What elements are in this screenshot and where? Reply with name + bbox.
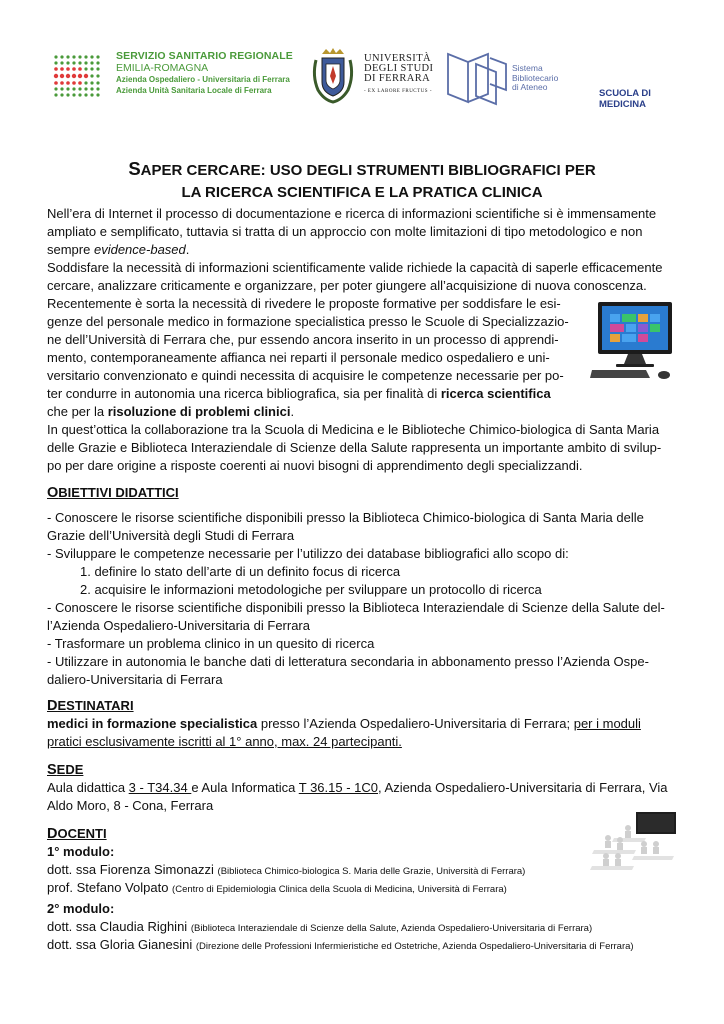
title-line1	[47, 160, 677, 180]
docenti-initial: D	[47, 826, 58, 842]
ssr-line1: SERVIZIO SANITARIO REGIONALE	[116, 50, 293, 62]
ssr-line2: EMILIA-ROMAGNA	[116, 62, 209, 74]
intro-line-13: In quest’ottica la collaborazione tra la Scuola di Medicina e le Biblioteche Chimico-biologica di Santa Maria	[47, 422, 660, 437]
sba-logo	[446, 50, 586, 106]
unife-line1: UNIVERSITÀ	[364, 53, 431, 64]
title-line2: LA RICERCA SCIENTIFICA E LA PRATICA CLINICA	[181, 184, 543, 201]
intro-line-3	[47, 241, 189, 259]
docente-4-name: dott. ssa Gloria Gianesini	[47, 937, 196, 952]
sede-line-1	[47, 779, 668, 797]
aula-didattica-code: 3 - T34.34	[128, 780, 192, 795]
obiettivi-line-3: - Sviluppare le competenze necessarie per l’utilizzo dei database bibliografici allo scopo di:	[47, 546, 569, 561]
obiettivi-initial: O	[47, 485, 59, 501]
intro-line-12a: che per la	[47, 404, 108, 419]
intro-line-4: Soddisfare la necessità di informazioni scientificamente valide richiede la capacità di saperle efficacemente	[47, 260, 663, 275]
obiettivi-heading	[47, 484, 179, 502]
ricerca-scientifica-text: ricerca scientifica	[440, 386, 551, 401]
destinatari-line-1-rest: presso l’Azienda Ospedaliero-Universitaria di Ferrara;	[257, 716, 574, 731]
intro-line-6: Recentemente è sorta la necessità di rivedere le proposte formative per soddisfare le esi-	[47, 296, 561, 311]
docente-3-name: dott. ssa Claudia Righini	[47, 919, 191, 934]
unife-motto: - EX LABORE FRUCTUS -	[364, 89, 433, 94]
scuola-di-medicina-label: SCUOLA DI MEDICINA	[599, 88, 651, 110]
docenti-heading	[47, 825, 107, 843]
ssr-logo	[52, 50, 302, 104]
intro-line-15: po per dare origine a risposte coerenti ai nuovi bisogni di apprendimento degli specializzandi.	[47, 458, 583, 473]
title-initial: S	[128, 158, 141, 179]
obiettivi-line-1: - Conoscere le risorse scientifiche disponibili presso la Biblioteca Chimico-biologica di Santa Maria delle	[47, 510, 644, 525]
obiettivi-line-7: - Utilizzare in autonomia le banche dati di letteratura secondaria in abbonamento presso l’Azienda Ospe-	[47, 654, 649, 669]
docente-3	[47, 918, 592, 938]
aula-informatica-code: T 36.15 - 1C0	[298, 780, 379, 795]
docente-3-affiliation: (Biblioteca Interaziendale di Scienze della Salute, Azienda Ospedaliero-Universitaria di Ferrara)	[190, 923, 593, 934]
intro-line-14: delle Grazie e Biblioteca Interaziendale di Scienze della Salute rappresenta un importante ambito di svilup-	[47, 440, 662, 455]
destinatari-line-1	[47, 715, 641, 733]
sede-line-1a: Aula didattica	[47, 780, 129, 795]
risoluzione-problemi-text: risoluzione di problemi clinici	[107, 404, 291, 419]
evidence-based-text: evidence-based	[93, 242, 186, 257]
docenti-heading-rest: OCENTI	[57, 826, 107, 841]
docente-2-affiliation: (Centro di Epidemiologia Clinica della Scuola di Medicina, Università di Ferrara)	[172, 884, 507, 895]
ssr-text	[116, 50, 293, 96]
docente-1-affiliation: (Biblioteca Chimico-biologica S. Maria delle Grazie, Università di Ferrara)	[217, 866, 526, 877]
intro-line-5: cercare, analizzare criticamente e organizzare, per poter giungere all’acquisizione di nuova conoscenza.	[47, 278, 647, 293]
sede-initial: S	[47, 762, 57, 778]
ssr-dots-icon	[52, 52, 106, 102]
header-logos	[52, 44, 682, 110]
sba-line1: Sistema	[512, 63, 543, 73]
obiettivi-line-6: - Trasformare un problema clinico in un quesito di ricerca	[47, 636, 375, 651]
docente-1	[47, 861, 525, 881]
intro-line-11a: ter condurre in autonomia una ricerca bibliografica, sia per finalità di	[47, 386, 441, 401]
unife-text	[364, 54, 433, 97]
intro-line-3a: sempre	[47, 242, 94, 257]
intro-line-7: genze del personale medico in formazione specialistica presso le Scuole di Specializzazio-	[47, 314, 569, 329]
sba-line3: di Ateneo	[512, 82, 548, 92]
ssr-line4: Azienda Unità Sanitaria Locale di Ferrara	[116, 86, 272, 95]
destinatari-bold-text: medici in formazione specialistica	[47, 716, 258, 731]
obiettivi-line-8: daliero-Universitaria di Ferrara	[47, 672, 223, 687]
modulo-1-label: 1° modulo:	[47, 844, 115, 859]
docente-2-name: prof. Stefano Volpato	[47, 880, 173, 895]
destinatari-underline-1: per i moduli	[573, 716, 641, 731]
obiettivi-line-5: l’Azienda Ospedaliero-Universitaria di Ferrara	[47, 618, 310, 633]
sede-line-1c: e Aula Informatica	[191, 780, 299, 795]
intro-line-10: versitario convenzionato e quindi necessita di acquisire le competenze necessarie per po-	[47, 368, 564, 383]
sede-heading-rest: EDE	[56, 762, 84, 777]
intro-line-11	[47, 385, 551, 403]
obiettivi-line-4: - Conoscere le risorse scientifiche disponibili presso la Biblioteca Interaziendale di Scienze della Salute del-	[47, 600, 665, 615]
docente-1-name: dott. ssa Fiorenza Simonazzi	[47, 862, 218, 877]
obiettivi-heading-rest: BIETTIVI DIDATTICI	[58, 485, 179, 500]
sba-line2: Bibliotecario	[512, 72, 559, 83]
docente-4	[47, 936, 634, 956]
unife-line2: DEGLI STUDI	[364, 63, 434, 74]
intro-line-8: ne dell’Università di Ferrara che, pur essendo ancora inserito in un processo di apprendi-	[47, 332, 559, 347]
ssr-line3: Azienda Ospedaliero - Universitaria di Ferrara	[116, 75, 290, 84]
intro-line-2: ampliato e semplificato, tuttavia si tratta di un approccio con molte limitazioni di tipo metodologico e non	[47, 224, 643, 239]
docente-4-affiliation: (Direzione delle Professioni Infermieristiche ed Ostetriche, Azienda Ospedaliero-Universitaria di Ferrara)	[195, 941, 634, 952]
unife-logo	[310, 44, 440, 110]
computer-illustration-icon	[590, 300, 680, 382]
intro-line-12	[47, 403, 294, 421]
intro-line-1: Nell’era di Internet il processo di documentazione e ricerca di informazioni scientifiche si è immensamente	[47, 206, 657, 221]
university-crest-icon	[310, 46, 356, 104]
unife-line3: DI FERRARA	[364, 73, 431, 84]
sede-heading	[47, 761, 83, 779]
destinatari-heading-rest: ESTINATARI	[57, 698, 134, 713]
intro-line-3c: .	[185, 242, 190, 257]
sede-line-1e: , Azienda Ospedaliero-Universitaria di Ferrara, Via	[378, 780, 668, 795]
intro-line-9: mento, contemporaneamente affianca nei reparti il personale medico ospedaliero e uni-	[47, 350, 550, 365]
destinatari-heading	[47, 697, 134, 715]
obiettivi-line-2: Grazie dell’Università degli Studi di Ferrara	[47, 528, 295, 543]
obiettivi-item-1: 1. definire lo stato dell’arte di un definito focus di ricerca	[80, 564, 401, 579]
docente-2	[47, 879, 507, 899]
destinatari-initial: D	[47, 698, 58, 714]
modulo-2-label: 2° modulo:	[47, 901, 115, 916]
title-line1-rest: APER CERCARE: USO DEGLI STRUMENTI BIBLIOGRAFICI PER	[140, 162, 596, 179]
sba-text	[512, 64, 558, 93]
sede-line-2: Aldo Moro, 8 - Cona, Ferrara	[47, 798, 214, 813]
intro-line-12c: .	[290, 404, 295, 419]
destinatari-line-2: pratici esclusivamente iscritti al 1° anno, max. 24 partecipanti.	[47, 734, 402, 749]
library-shapes-icon	[446, 50, 508, 106]
obiettivi-item-2: 2. acquisire le informazioni metodologiche per sviluppare un protocollo di ricerca	[80, 582, 542, 597]
classroom-illustration-icon	[588, 808, 680, 872]
